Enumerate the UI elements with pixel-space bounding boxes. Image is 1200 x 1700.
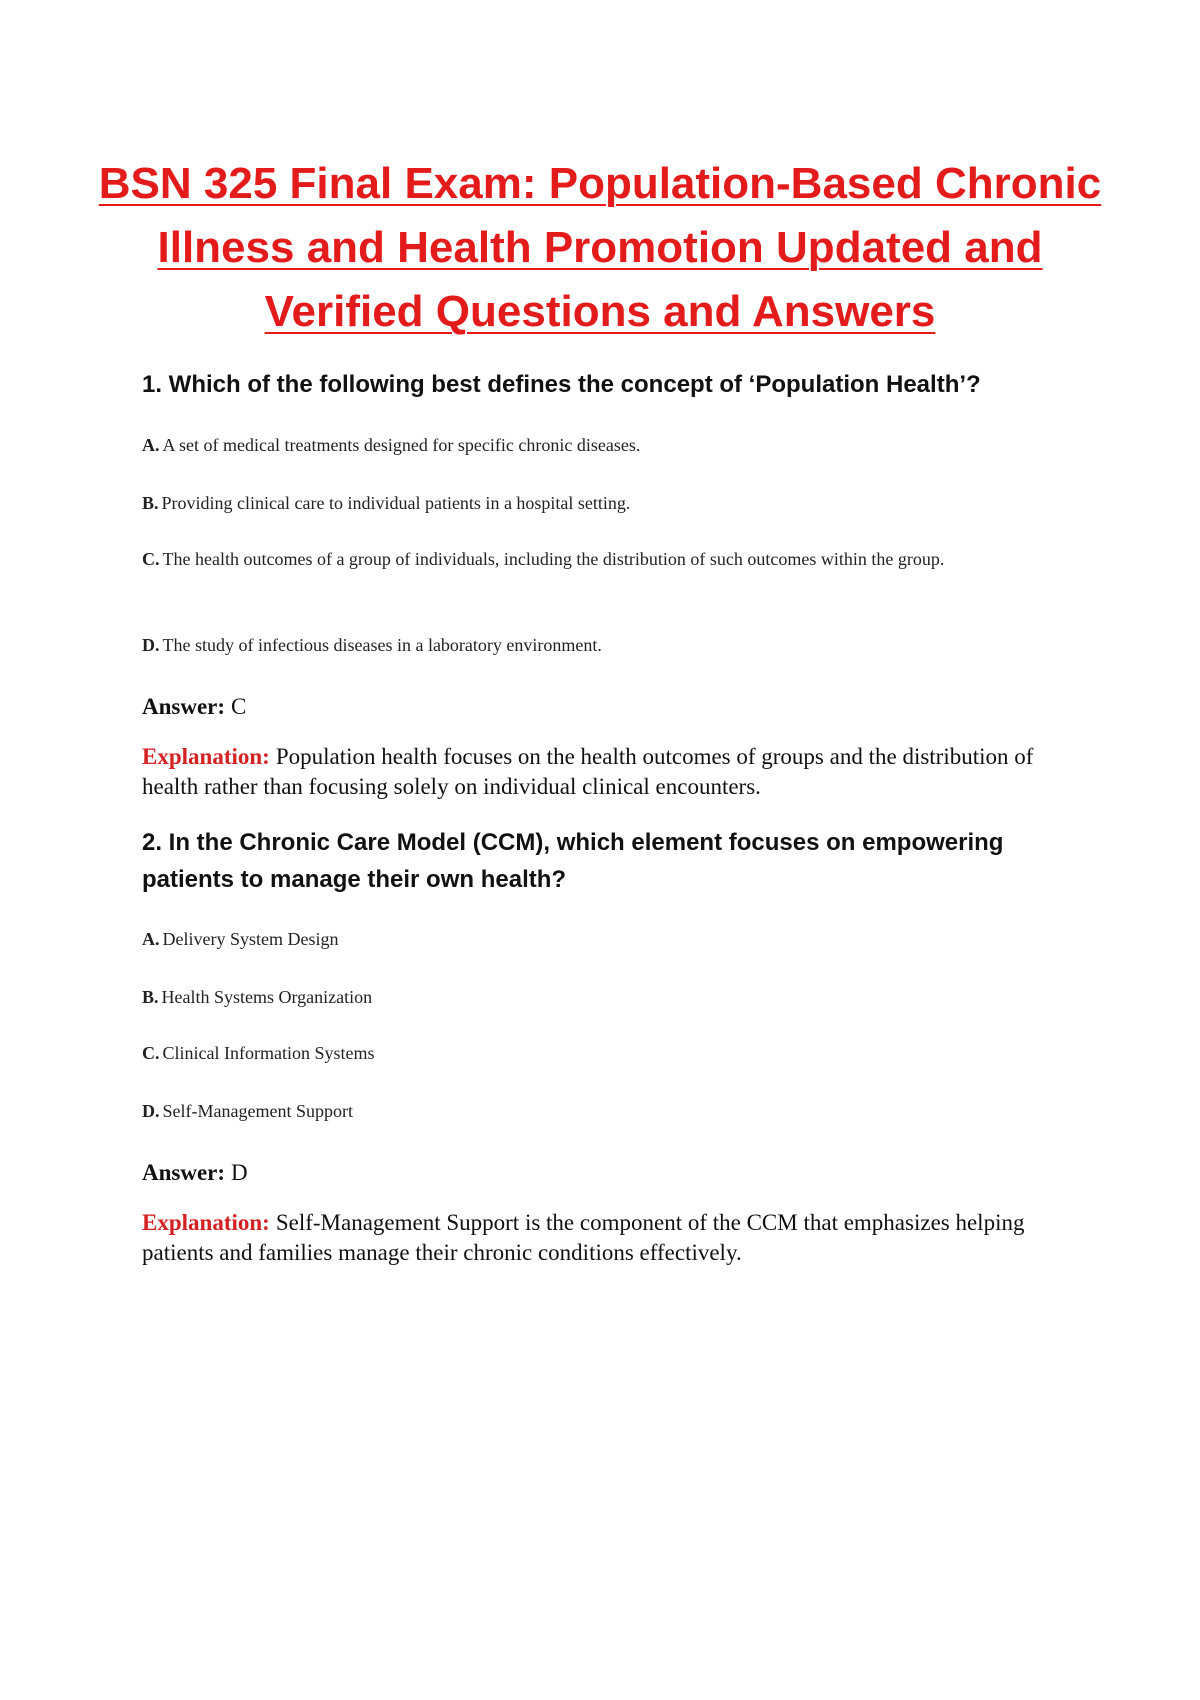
option-text: Clinical Information Systems	[162, 1043, 375, 1063]
answer-label: Answer:	[142, 1160, 226, 1185]
option-letter: B.	[142, 987, 159, 1007]
explanation-text: Self-Management Support is the component of the CCM that emphasizes helping patients and families manage their chronic conditions effectively.	[142, 1210, 1025, 1265]
question-2-option-b	[142, 984, 1022, 1011]
question-2-answer	[142, 1158, 248, 1188]
answer-label: Answer:	[142, 694, 226, 719]
question-2-option-a	[142, 926, 1022, 953]
option-text: A set of medical treatments designed for specific chronic diseases.	[162, 435, 641, 455]
question-2-text: 2. In the Chronic Care Model (CCM), which element focuses on empowering patients to manage their own health?	[142, 829, 1004, 893]
option-text: Self-Management Support	[162, 1101, 353, 1121]
option-letter: C.	[142, 549, 160, 569]
title-line: BSN 325 Final Exam: Population-Based Chronic	[98, 159, 1102, 208]
question-1-answer	[142, 692, 246, 722]
option-text: Health Systems Organization	[161, 987, 373, 1007]
question-1-option-a	[142, 432, 1022, 459]
question-2-explanation	[142, 1208, 1042, 1268]
question-1-option-c	[142, 546, 1022, 573]
title-line: Verified Questions and Answers	[264, 287, 936, 336]
title-line: Illness and Health Promotion Updated and	[157, 223, 1043, 272]
question-2-option-c	[142, 1040, 1022, 1067]
question-1-option-b	[142, 490, 1022, 517]
explanation-label: Explanation:	[142, 1210, 270, 1235]
option-letter: D.	[142, 1101, 160, 1121]
option-letter: B.	[142, 493, 159, 513]
option-letter: D.	[142, 635, 160, 655]
option-letter: A.	[142, 435, 160, 455]
option-letter: C.	[142, 1043, 160, 1063]
explanation-text: Population health focuses on the health outcomes of groups and the distribution of health rather than focusing solely on individual clinical encounters.	[142, 744, 1034, 799]
option-text: The study of infectious diseases in a laboratory environment.	[162, 635, 602, 655]
question-1-explanation	[142, 742, 1042, 802]
answer-value: D	[231, 1160, 248, 1185]
document-title	[90, 152, 1110, 344]
question-2-option-d	[142, 1098, 1022, 1125]
option-text: Providing clinical care to individual patients in a hospital setting.	[161, 493, 631, 513]
option-letter: A.	[142, 929, 160, 949]
option-text: The health outcomes of a group of individuals, including the distribution of such outcomes within the group.	[162, 549, 945, 569]
question-1-text: 1. Which of the following best defines the concept of ‘Population Health’?	[142, 371, 981, 398]
option-text: Delivery System Design	[162, 929, 339, 949]
answer-value: C	[231, 694, 247, 719]
question-1-option-d	[142, 632, 1022, 659]
explanation-label: Explanation:	[142, 744, 270, 769]
